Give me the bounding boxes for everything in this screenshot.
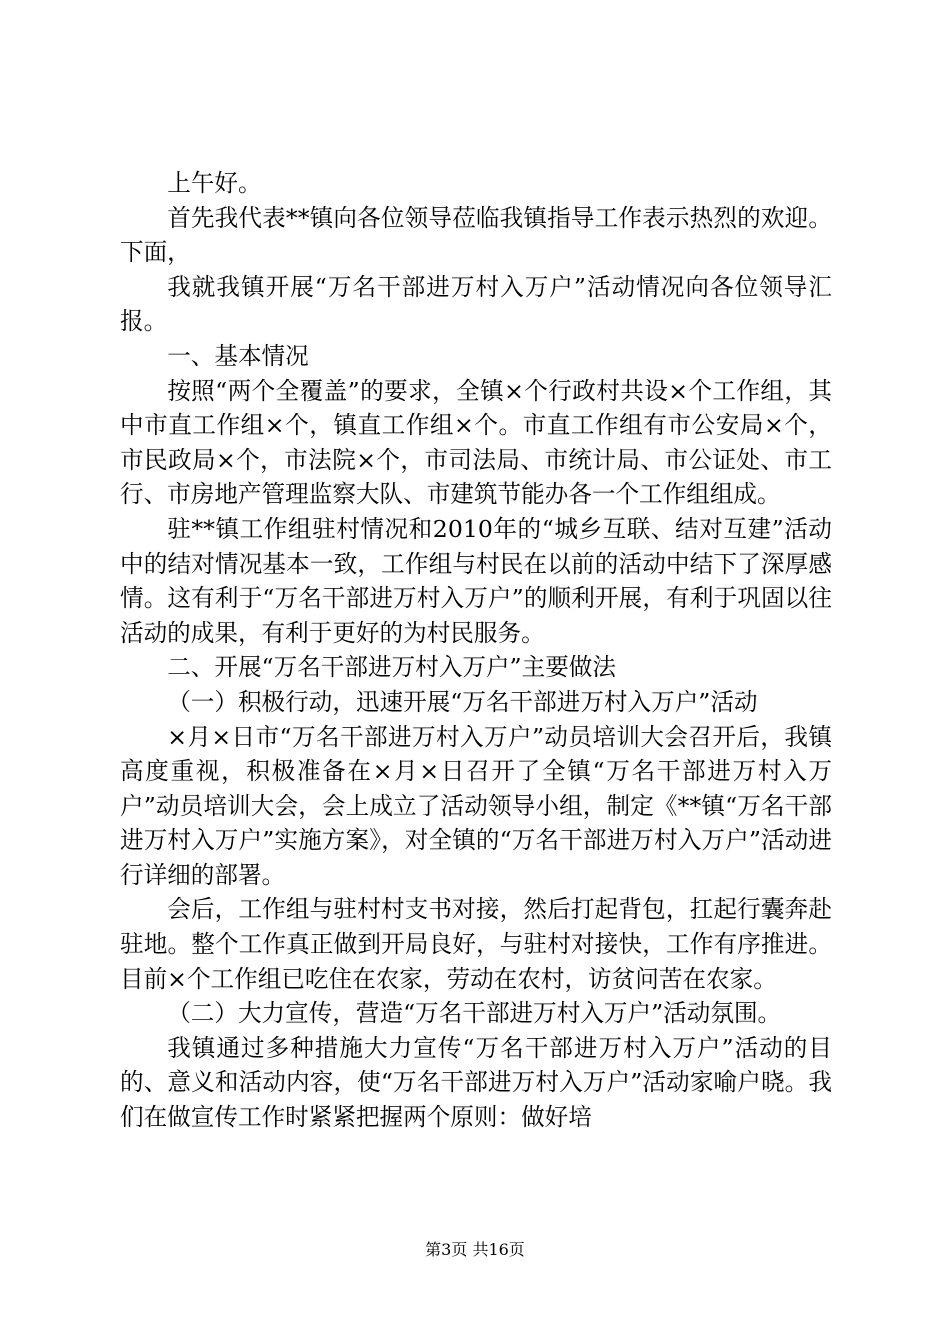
paragraph-greeting: 上午好。 <box>167 169 262 197</box>
section-heading-main-practices: 二、开展“万名干部进万村入万户”主要做法 <box>167 653 616 682</box>
document-body <box>120 166 832 1135</box>
page-number-footer: 第3页 共16页 <box>425 1240 525 1259</box>
paragraph-report-intro: 我就我镇开展“万名干部进万村入万户”活动情况向各位领导汇报。 <box>120 272 832 336</box>
paragraph-welcome: 首先我代表**镇向各位领导莅临我镇指导工作表示热烈的欢迎。下面， <box>120 203 832 267</box>
subsection-heading-publicity: （二）大力宣传，营造“万名干部进万村入万户”活动氛围。 <box>167 999 782 1028</box>
paragraph-village-pairing: 驻**镇工作组驻村情况和2010年的“城乡互联、结对互建”活动中的结对情况基本一致，工作组与村民在以前的活动中结下了深厚感情。这有利于“万名干部进万村入万户”的顺利开展，有利于巩固以往活动的成果，有利于更好的为村民服务。 <box>120 514 832 647</box>
paragraph-publicity-measures: 我镇通过多种措施大力宣传“万名干部进万村入万户”活动的目的、意义和活动内容，使“万名干部进万村入万户”活动家喻户晓。我们在做宣传工作时紧紧把握两个原则：做好培 <box>120 1033 832 1132</box>
section-heading-basic-situation: 一、基本情况 <box>167 341 309 370</box>
paragraph-after-meeting: 会后，工作组与驻村村支书对接，然后打起背包，扛起行囊奔赴驻地。整个工作真正做到开局良好，与驻村对接快，工作有序推进。目前×个工作组已吃住在农家，劳动在农村，访贫问苦在农家。 <box>120 895 832 993</box>
paragraph-mobilization-meeting: ×月×日市“万名干部进万村入万户”动员培训大会召开后，我镇高度重视，积极准备在×月×日召开了全镇“万名干部进万村入万户”动员培训大会，会上成立了活动领导小组，制定《**镇“万名干部进万村入万户”实施方案》，对全镇的“万名干部进万村入万户”活动进行详细的部署。 <box>120 722 832 889</box>
subsection-heading-action: （一）积极行动，迅速开展“万名干部进万村入万户”活动 <box>167 687 758 716</box>
paragraph-work-groups: 按照“两个全覆盖”的要求，全镇×个行政村共设×个工作组，其中市直工作组×个，镇直工作组×个。市直工作组有市公安局×个，市民政局×个，市法院×个，市司法局、市统计局、市公证处、市工行、市房地产管理监察大队、市建筑节能办各一个工作组组成。 <box>120 376 832 509</box>
